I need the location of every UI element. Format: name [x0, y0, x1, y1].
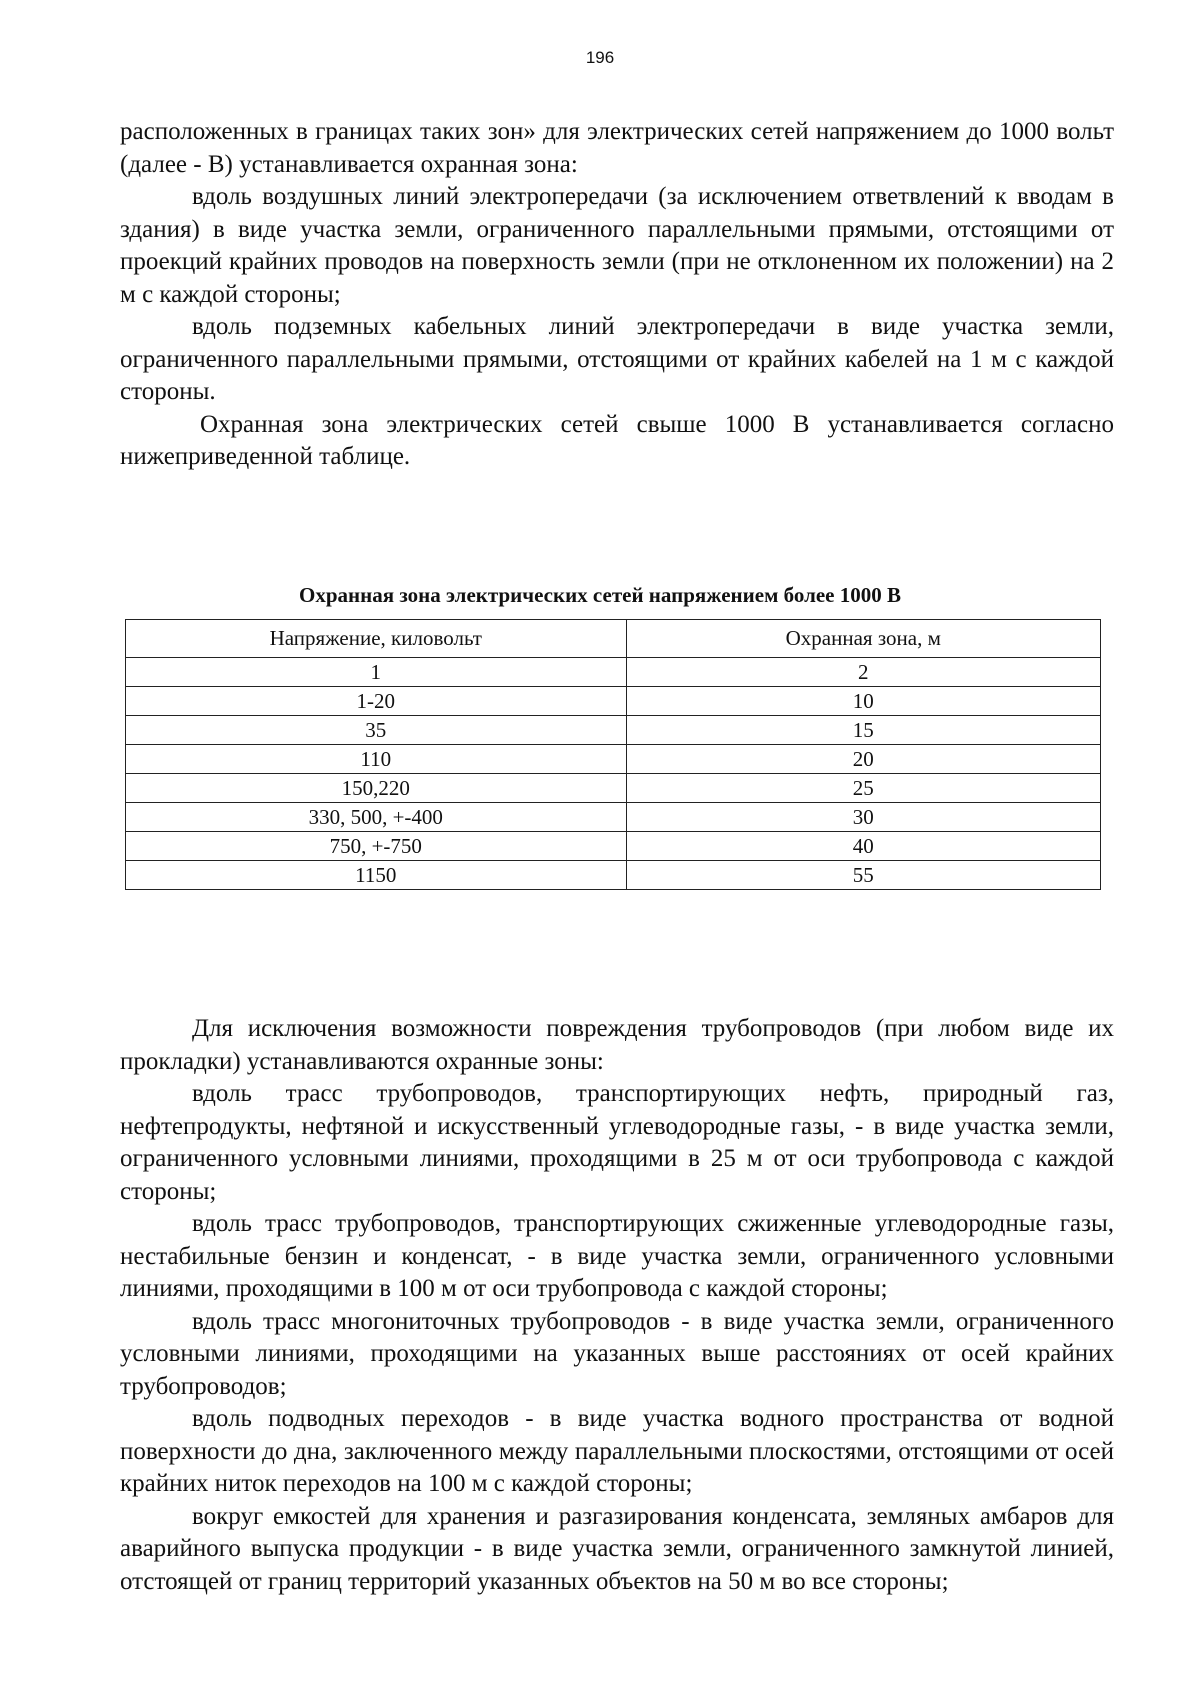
table-row	[126, 658, 1101, 687]
table-header-row	[126, 620, 1101, 658]
header-zone: Охранная зона, м	[626, 620, 1101, 658]
intro-paragraph-table-reference: Охранная зона электрических сетей свыше 1000 В устанавливается согласно нижеприведенной таблице.	[120, 410, 1114, 470]
cell-zone: 20	[626, 745, 1101, 774]
cell-voltage: 1	[126, 658, 627, 687]
table-row	[126, 774, 1101, 803]
pipeline-paragraph-liquefied-gas: вдоль трасс трубопроводов, транспортирующих сжиженные углеводородные газы, нестабильные бензин и конденсат, - в виде участка земли, ограниченного условными линиями, проходящими в 100 м от оси трубопровода с каждой стороны;	[120, 1210, 1114, 1302]
pipeline-text-block	[120, 1013, 1114, 1598]
cell-voltage: 1150	[126, 861, 627, 890]
table-row	[126, 687, 1101, 716]
cell-voltage: 750, +-750	[126, 832, 627, 861]
header-voltage: Напряжение, киловольт	[126, 620, 627, 658]
table-row	[126, 716, 1101, 745]
pipeline-paragraph-tanks: вокруг емкостей для хранения и разгазирования конденсата, земляных амбаров для аварийного выпуска продукции - в виде участка земли, ограниченного замкнутой линией, отстоящей от границ территорий указанных объектов на 50 м во все стороны;	[120, 1502, 1114, 1595]
table-row	[126, 832, 1101, 861]
cell-zone: 2	[626, 658, 1101, 687]
protection-zone-table	[125, 619, 1101, 890]
cell-zone: 40	[626, 832, 1101, 861]
table-row	[126, 745, 1101, 774]
cell-voltage: 35	[126, 716, 627, 745]
pipeline-paragraph-multi-line: вдоль трасс многониточных трубопроводов - в виде участка земли, ограниченного условными линиями, проходящими на указанных выше расстояниях от осей крайних трубопроводов;	[120, 1307, 1114, 1400]
table-row	[126, 861, 1101, 890]
pipeline-paragraph-oil-gas: вдоль трасс трубопроводов, транспортирующих нефть, природный газ, нефтепродукты, нефтяной и искусственный углеводородные газы, - в виде участка земли, ограниченного условными линиями, проходящими в 25 м от оси трубопровода с каждой стороны;	[120, 1080, 1114, 1205]
cell-zone: 15	[626, 716, 1101, 745]
intro-paragraph-overhead-lines: вдоль воздушных линий электропередачи (за исключением ответвлений к вводам в здания) в виде участка земли, ограниченного параллельными прямыми, отстоящими от проекций крайних проводов на поверхность земли (при не отклоненном их положении) на 2 м с каждой стороны;	[120, 183, 1114, 308]
intro-paragraph-continuation: расположенных в границах таких зон» для электрических сетей напряжением до 1000 вольт (далее - В) устанавливается охранная зона:	[120, 118, 1114, 178]
pipeline-paragraph-intro: Для исключения возможности повреждения трубопроводов (при любом виде их прокладки) устанавливаются охранные зоны:	[120, 1015, 1114, 1075]
intro-text-block	[120, 116, 1114, 474]
intro-paragraph-underground-cables: вдоль подземных кабельных линий электропередачи в виде участка земли, ограниченного параллельными прямыми, отстоящими от крайних кабелей на 1 м с каждой стороны.	[120, 313, 1114, 405]
cell-zone: 30	[626, 803, 1101, 832]
cell-voltage: 110	[126, 745, 627, 774]
cell-voltage: 330, 500, +-400	[126, 803, 627, 832]
table-row	[126, 803, 1101, 832]
cell-zone: 25	[626, 774, 1101, 803]
page-number: 196	[585, 48, 615, 67]
cell-zone: 55	[626, 861, 1101, 890]
pipeline-paragraph-underwater: вдоль подводных переходов - в виде участка водного пространства от водной поверхности до дна, заключенного между параллельными плоскостями, отстоящими от осей крайних ниток переходов на 100 м с каждой стороны;	[120, 1405, 1114, 1497]
cell-zone: 10	[626, 687, 1101, 716]
table-title: Охранная зона электрических сетей напряжением более 1000 В	[299, 583, 901, 607]
cell-voltage: 1-20	[126, 687, 627, 716]
cell-voltage: 150,220	[126, 774, 627, 803]
